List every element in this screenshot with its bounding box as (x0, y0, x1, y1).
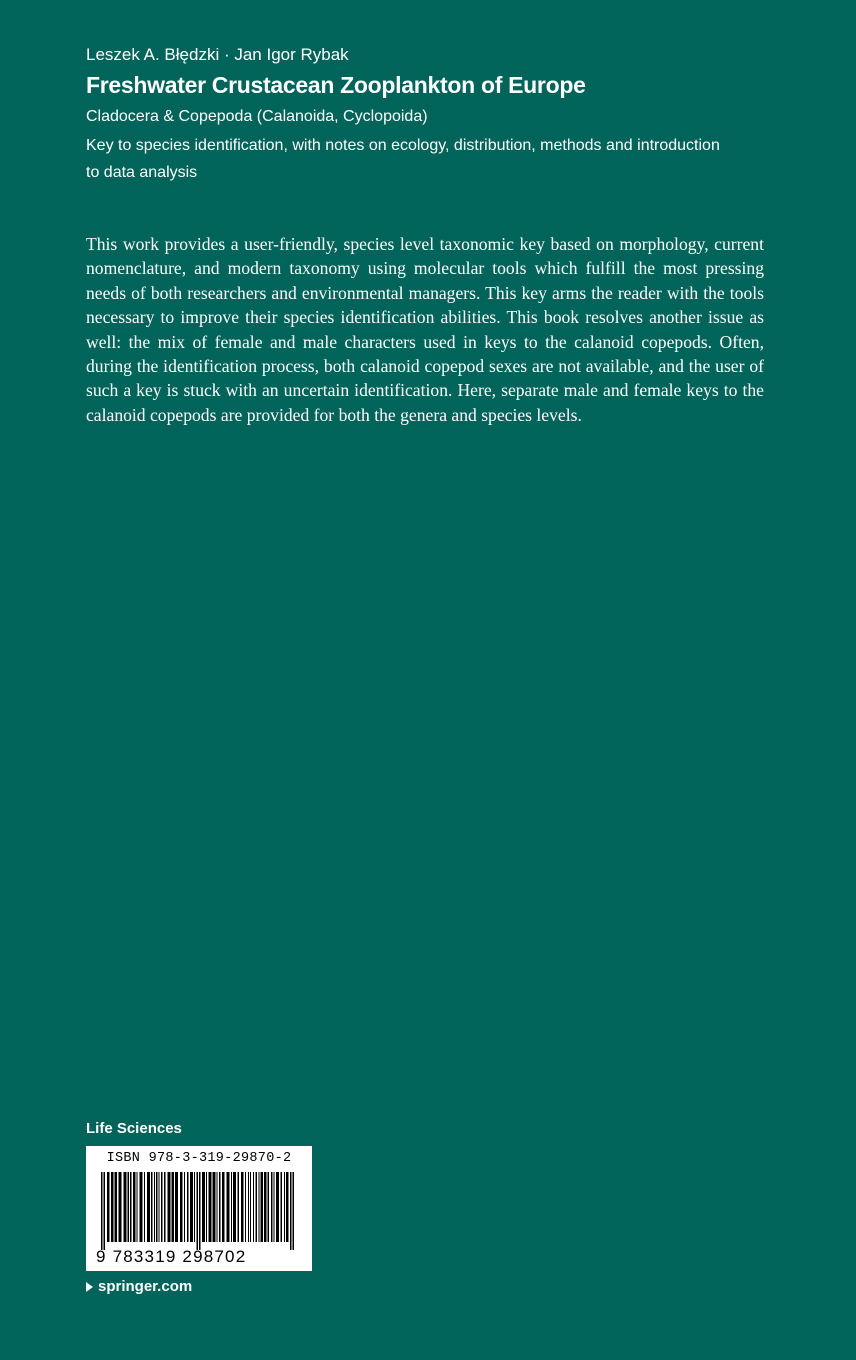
book-description: This work provides a user-friendly, species level taxonomic key based on morphology, current nomenclature, and modern taxonomy using molecular tools which fulfill the most pressing needs of both researchers and environmental managers. This key arms the reader with the tools necessary to improve their species identification abilities. This book resolves another issue as well: the mix of female and male characters used in keys to the calanoid copepods. Often, during the identification process, both calanoid copepod sexes are not available, and the user of such a key is stuck with an uncertain identification. Here, separate male and female keys to the calanoid copepods are provided for both the genera and species levels. (86, 234, 764, 425)
barcode-bar (256, 1172, 258, 1242)
barcode-bar (175, 1172, 178, 1242)
authors: Leszek A. Błędzki · Jan Igor Rybak (86, 45, 349, 64)
publisher-site-label: springer.com (98, 1278, 193, 1295)
barcode-bar (107, 1172, 110, 1242)
barcode-bar (213, 1172, 216, 1242)
barcode-bar (172, 1172, 175, 1242)
barcode-bar (130, 1172, 132, 1242)
barcode-bar (264, 1172, 267, 1242)
barcode-bar (241, 1172, 244, 1242)
isbn-label: ISBN 978-3-319-29870-2 (106, 1151, 292, 1166)
barcode-bar (197, 1172, 199, 1250)
barcode-bar (190, 1172, 193, 1242)
barcode-bar (245, 1172, 246, 1242)
barcode-bar (253, 1172, 254, 1242)
barcode-bar (284, 1172, 285, 1242)
barcode-bar (194, 1172, 195, 1242)
barcode-bar (180, 1172, 183, 1242)
barcode-bar (231, 1172, 232, 1242)
barcode-bar (168, 1172, 171, 1242)
barcode-bar (184, 1172, 185, 1242)
book-title: Freshwater Crustacean Zooplankton of Europe (86, 72, 586, 98)
barcode-bars (99, 1172, 299, 1252)
barcode-bar (222, 1172, 225, 1242)
barcode-bar (261, 1172, 264, 1242)
barcode-bar (199, 1172, 201, 1250)
barcode-bar (209, 1172, 212, 1242)
subject-category: Life Sciences (86, 1120, 182, 1137)
barcode-bar (248, 1172, 249, 1242)
barcode-bar (293, 1172, 295, 1250)
barcode-bar (217, 1172, 218, 1242)
cover-header (86, 44, 766, 186)
triangle-right-icon (86, 1282, 93, 1292)
barcode-bar (151, 1172, 153, 1242)
barcode-bar (276, 1172, 279, 1242)
barcode-bar (159, 1172, 160, 1242)
barcode-bar (290, 1172, 292, 1250)
barcode-bar (227, 1172, 230, 1242)
barcode-bar (202, 1172, 205, 1242)
barcode-bar (268, 1172, 270, 1242)
barcode-bar (281, 1172, 283, 1242)
ean-digits: 9 783319 298702 (96, 1247, 247, 1266)
barcode-bar (233, 1172, 236, 1242)
barcode-bar (219, 1172, 221, 1242)
barcode-bar (187, 1172, 189, 1242)
barcode-bar (128, 1172, 130, 1242)
book-tagline: Key to species identification, with notes on ecology, distribution, methods and introduction to data analysis (86, 137, 720, 181)
book-subtitle: Cladocera & Copepoda (Calanoida, Cyclopoida) (86, 108, 428, 125)
barcode-bar (119, 1172, 122, 1242)
barcode-bar (124, 1172, 127, 1242)
publisher-link[interactable] (86, 1277, 192, 1297)
barcode-bar (271, 1172, 273, 1242)
barcode-bar (133, 1172, 136, 1242)
barcode-bar (137, 1172, 138, 1242)
barcode-bar (259, 1172, 260, 1242)
barcode-bar (144, 1172, 145, 1242)
barcode-bar (164, 1172, 166, 1242)
barcode-bar (206, 1172, 207, 1242)
barcode-bar (104, 1172, 106, 1250)
barcode-bar (147, 1172, 150, 1242)
barcode-bar (156, 1172, 158, 1242)
barcode-bar (111, 1172, 114, 1242)
barcode-bar (250, 1172, 251, 1242)
barcode-bar (286, 1172, 289, 1242)
barcode-bar (140, 1172, 143, 1242)
barcode-bar (161, 1172, 163, 1242)
barcode-bar (115, 1172, 118, 1242)
barcode-bar (274, 1172, 275, 1242)
barcode-bar (238, 1172, 240, 1242)
barcode-bar (101, 1172, 103, 1250)
barcode-bar (154, 1172, 155, 1242)
isbn-barcode (86, 1146, 312, 1271)
